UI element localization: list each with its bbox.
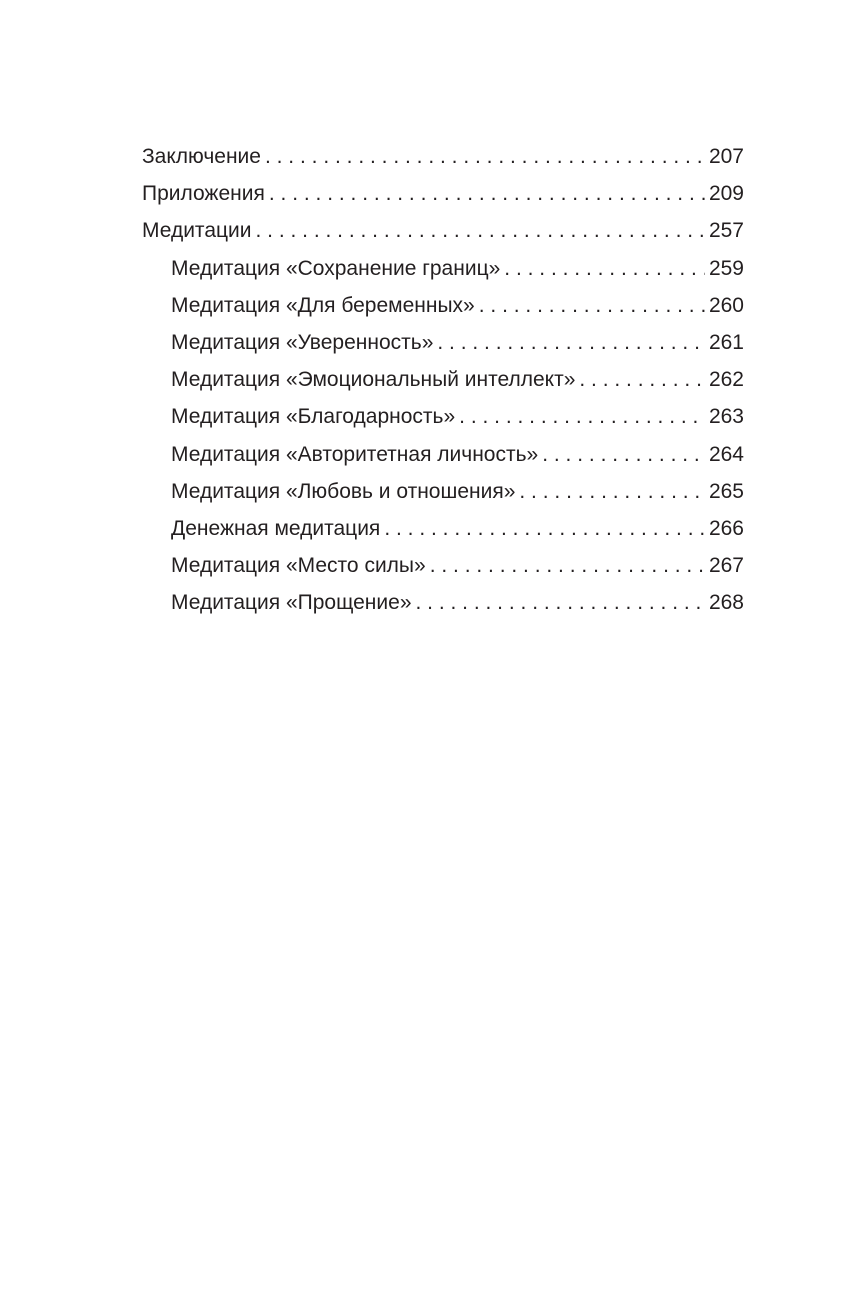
dot-leader <box>265 138 705 175</box>
toc-entry-title: Медитации <box>142 219 252 243</box>
toc-entry-title: Заключение <box>142 145 261 168</box>
toc-subentry[interactable] <box>142 324 744 361</box>
dot-leader <box>479 287 705 324</box>
toc-entry-page: 259 <box>708 256 744 280</box>
dot-leader <box>542 436 705 473</box>
toc-entry-title: Медитация «Эмоциональный интеллект» <box>171 368 576 392</box>
toc-entry-page: 266 <box>708 516 744 540</box>
dot-leader <box>437 324 705 361</box>
toc-entry-title: Медитация «Любовь и отношения» <box>171 479 516 503</box>
toc-subentry[interactable] <box>142 287 744 324</box>
toc-subentry[interactable] <box>142 510 744 547</box>
dot-leader <box>255 212 704 249</box>
table-of-contents <box>142 138 744 621</box>
dot-leader <box>504 250 705 287</box>
dot-leader <box>269 175 705 212</box>
toc-subentry[interactable] <box>142 584 744 621</box>
toc-entry-page: 207 <box>708 145 744 168</box>
toc-entry-title: Медитация «Авторитетная личность» <box>171 442 539 466</box>
toc-entry-title: Медитация «Сохранение границ» <box>171 256 501 280</box>
toc-entry-page: 261 <box>708 330 744 354</box>
dot-leader <box>430 547 705 584</box>
toc-entry-title: Медитация «Для беременных» <box>171 293 475 317</box>
toc-entry-page: 209 <box>708 182 744 206</box>
toc-entry-title: Медитация «Уверенность» <box>171 330 434 354</box>
dot-leader <box>384 510 705 547</box>
toc-entry-page: 267 <box>708 554 744 578</box>
dot-leader <box>579 361 705 398</box>
toc-entry-title: Медитация «Прощение» <box>171 591 412 615</box>
toc-subentry[interactable] <box>142 361 744 398</box>
toc-entry-title: Приложения <box>142 182 265 206</box>
toc-entry[interactable] <box>142 175 744 212</box>
toc-subentry[interactable] <box>142 473 744 510</box>
toc-entry-page: 268 <box>708 591 744 615</box>
toc-subentry[interactable] <box>142 436 744 473</box>
toc-entry-page: 262 <box>708 368 744 392</box>
toc-entry-title: Медитация «Место силы» <box>171 554 426 578</box>
toc-entry-page: 264 <box>708 442 744 466</box>
dot-leader <box>459 398 705 435</box>
toc-entry-page: 260 <box>708 293 744 317</box>
toc-entry[interactable] <box>142 212 744 249</box>
toc-entry[interactable] <box>142 138 744 175</box>
toc-entry-page: 263 <box>708 405 744 429</box>
toc-entry-page: 265 <box>708 479 744 503</box>
toc-subentry[interactable] <box>142 547 744 584</box>
toc-entry-title: Медитация «Благодарность» <box>171 405 456 429</box>
toc-subentry[interactable] <box>142 250 744 287</box>
toc-subentry[interactable] <box>142 398 744 435</box>
dot-leader <box>519 473 705 510</box>
toc-entry-title: Денежная медитация <box>171 516 381 540</box>
toc-entry-page: 257 <box>708 219 744 243</box>
dot-leader <box>416 584 705 621</box>
